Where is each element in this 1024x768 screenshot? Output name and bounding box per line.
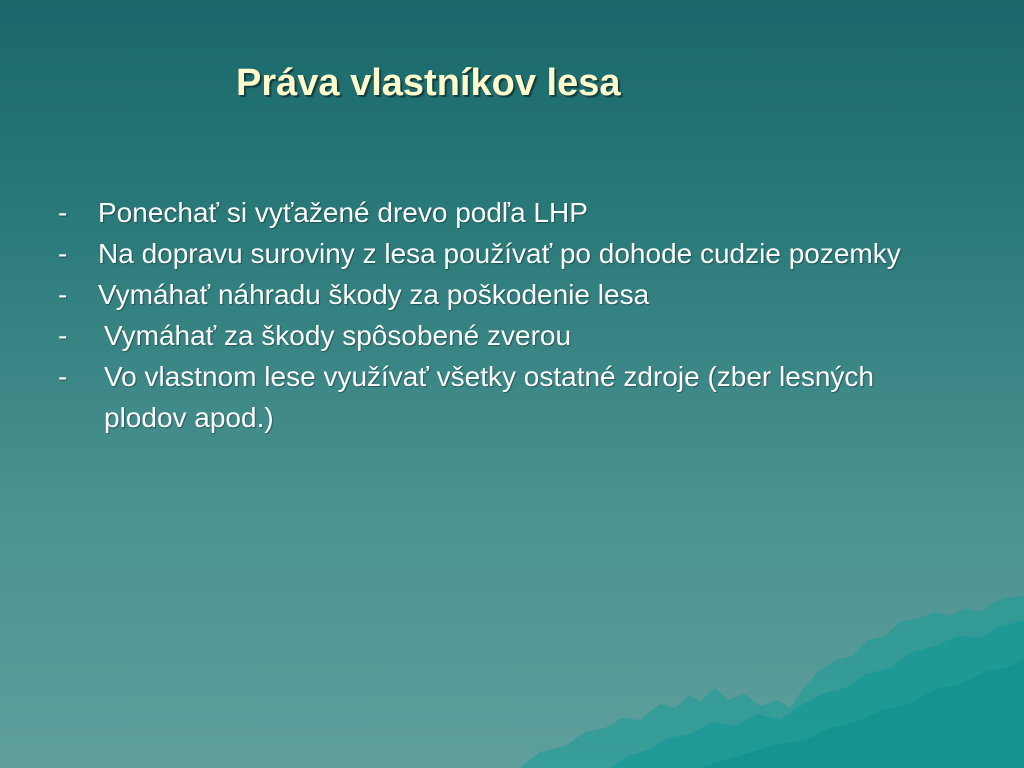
bullet-marker: -: [58, 197, 68, 228]
bullet-text: Ponechať si vyťažené drevo podľa LHP: [98, 197, 588, 228]
bullet-item: [58, 192, 958, 233]
bullet-marker: -: [58, 361, 68, 392]
bullet-list: [58, 192, 958, 438]
bullet-text: Na dopravu suroviny z lesa používať po dohode cudzie pozemky: [98, 238, 901, 269]
slide-title: Práva vlastníkov lesa: [236, 62, 621, 104]
bullet-item: [58, 233, 958, 274]
bullet-marker: -: [58, 320, 68, 351]
bullet-marker: -: [58, 279, 68, 310]
bullet-text: Vymáhať náhradu škody za poškodenie lesa: [98, 279, 650, 310]
bullet-item: [58, 274, 958, 315]
bullet-item: [58, 315, 958, 356]
bullet-item: [58, 356, 958, 438]
bullet-text: Vo vlastnom lese využívať všetky ostatné zdroje (zber lesných plodov apod.): [104, 361, 874, 433]
bullet-text: Vymáhať za škody spôsobené zverou: [104, 320, 572, 351]
bullet-marker: -: [58, 238, 68, 269]
